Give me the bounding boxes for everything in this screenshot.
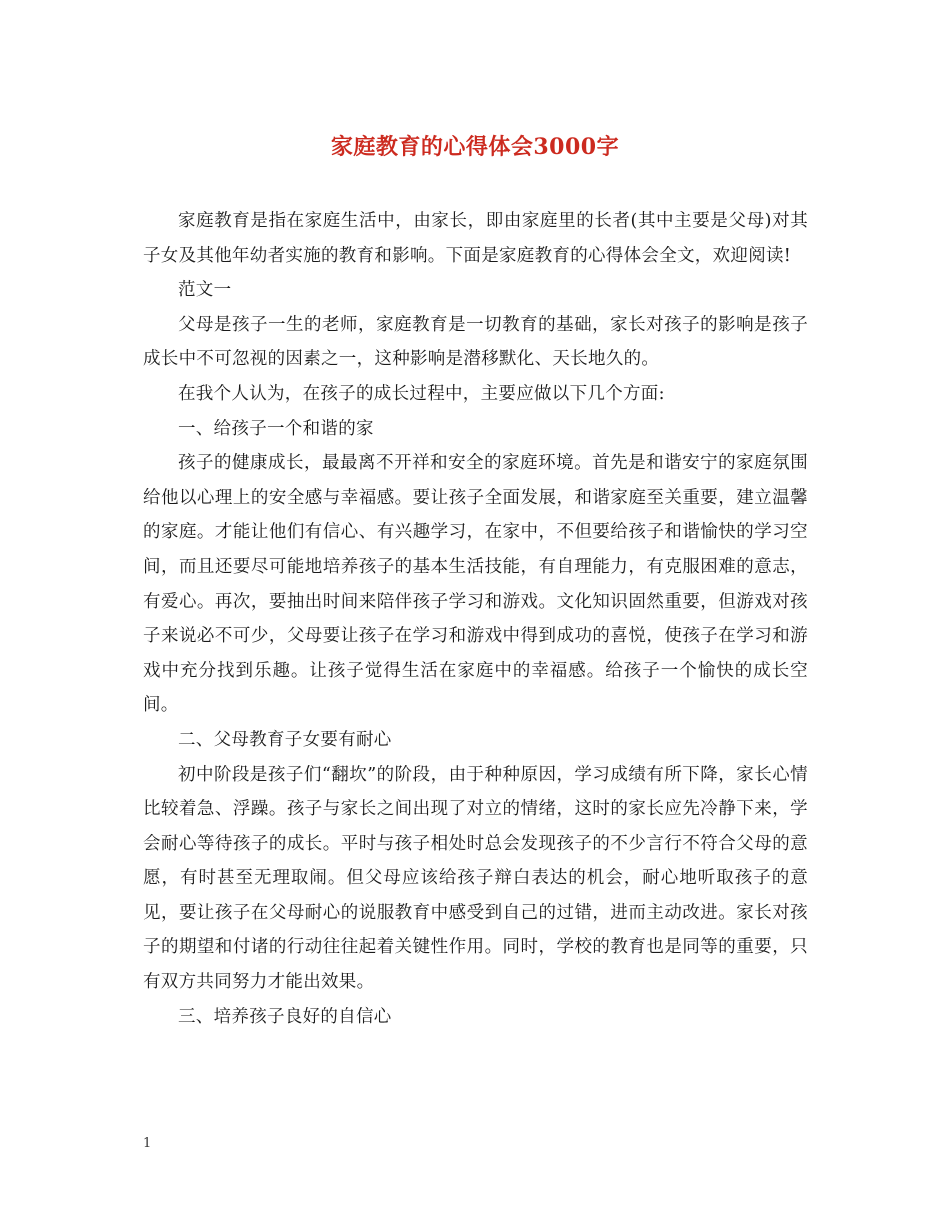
section-heading-sample-one: 范文一 [178, 280, 232, 301]
section-heading: 三、培养孩子良好的自信心 [178, 1006, 392, 1027]
paragraph: 孩子的健康成长，最最离不开祥和安全的家庭环境。首先是和谐安宁的家庭氛围给他以心理上的安全感与幸福感。要让孩子全面发展，和谐家庭至关重要，建立温馨的家庭。才能让他们有信心、有兴趣学习，在家中，不但要给孩子和谐愉快的学习空间，而且还要尽可能地培养孩子的基本生活技能，有自理能力，有克服困难的意志，有爱心。再次，要抽出时间来陪伴孩子学习和游戏。文化知识固然重要，但游戏对孩子来说必不可少，父母要让孩子在学习和游戏中得到成功的喜悦，使孩子在学习和游戏中充分找到乐趣。让孩子觉得生活在家庭中的幸福感。给孩子一个愉快的成长空间。 [143, 453, 808, 716]
page-number: 1 [143, 1136, 152, 1151]
paragraph: 父母是孩子一生的老师，家庭教育是一切教育的基础，家长对孩子的影响是孩子成长中不可忽视的因素之一，这种影响是潜移默化、天长地久的。 [143, 314, 808, 370]
paragraph: 在我个人认为，在孩子的成长过程中，主要应做以下几个方面: [178, 383, 665, 404]
paragraph-intro: 家庭教育是指在家庭生活中，由家长，即由家庭里的长者(其中主要是父母)对其子女及其他年幼者实施的教育和影响。下面是家庭教育的心得体会全文，欢迎阅读! [143, 211, 808, 266]
document-body [143, 204, 808, 1034]
paragraph: 初中阶段是孩子们“翻坎”的阶段，由于种种原因，学习成绩有所下降，家长心情比较着急、浮躁。孩子与家长之间出现了对立的情绪，这时的家长应先冷静下来，学会耐心等待孩子的成长。平时与孩子相处时总会发现孩子的不少言行不符合父母的意愿，有时甚至无理取闹。但父母应该给孩子辩白表达的机会，耐心地听取孩子的意见，要让孩子在父母耐心的说服教育中感受到自己的过错，进而主动改进。家长对孩子的期望和付诸的行动往往起着关键性作用。同时，学校的教育也是同等的重要，只有双方共同努力才能出效果。 [143, 764, 808, 993]
section-heading: 二、父母教育子女要有耐心 [178, 729, 392, 750]
document-title: 家庭教育的心得体会3000字 [330, 134, 620, 160]
section-heading: 一、给孩子一个和谐的家 [178, 418, 374, 439]
